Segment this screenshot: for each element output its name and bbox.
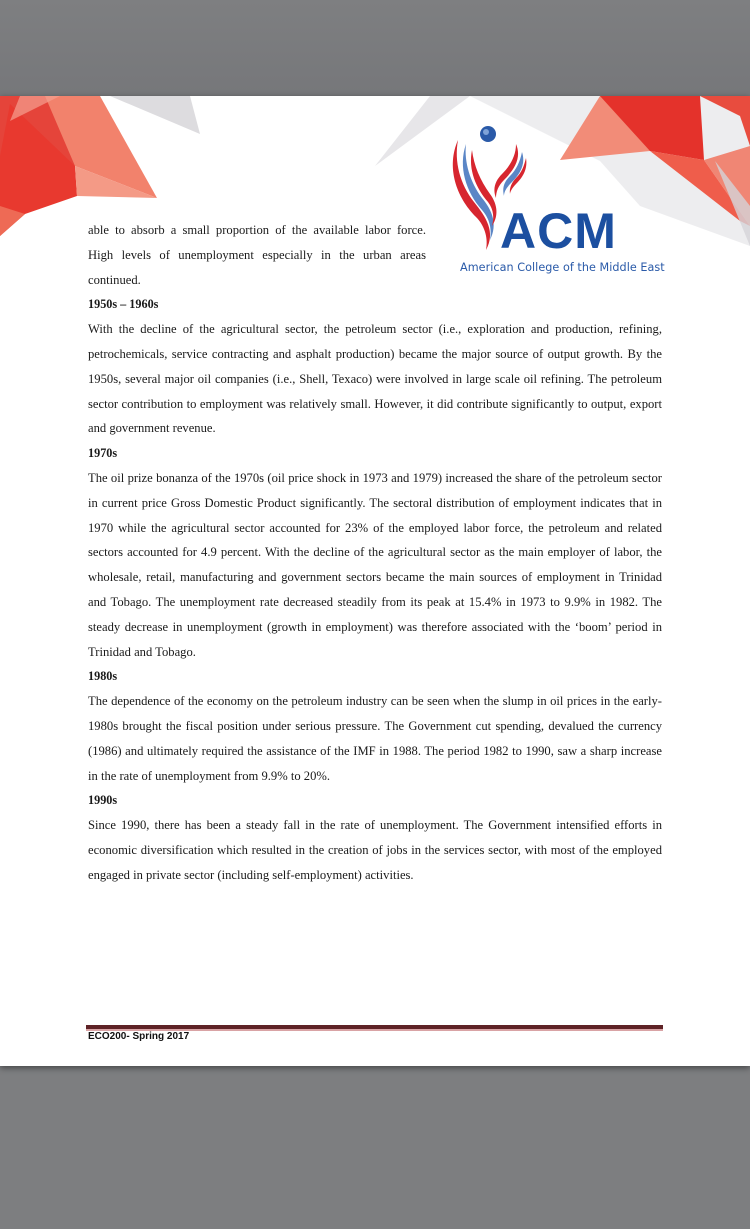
footer-course-label: ECO200- Spring 2017 <box>88 1031 190 1042</box>
logo-full-name: American College of the Middle East <box>460 261 665 274</box>
section-heading-1950s-1960s: 1950s – 1960s <box>88 297 159 312</box>
section-paragraph-1980s: The dependence of the economy on the petroleum industry can be seen when the slump in oil prices in the early- 1980s brought the fiscal position under serious pressure. The Government cut spending, devalued the currency (1986) and ultimately required the assistance of the IMF in 1988. The period 1982 to 1990, saw a sharp increase in the rate of unemployment from 9.9% to 20%. <box>88 694 662 783</box>
viewer-background-top <box>0 0 750 96</box>
section-paragraph-1990s: Since 1990, there has been a steady fall in the rate of unemployment. The Government intensified efforts in economic diversification which resulted in the creation of jobs in the services sector, with most of the employed engaged in private sector (including self-employment) activities. <box>88 818 662 882</box>
intro-line-2: High levels of unemployment especially in the urban areas continued. <box>88 247 426 287</box>
section-heading-1970s: 1970s <box>88 446 118 461</box>
section-paragraph-1950s-1960s: With the decline of the agricultural sector, the petroleum sector (i.e., exploration and production, refining, petrochemicals, service contracting and asphalt production) became the major source of output growth. By the 1950s, several major oil companies (i.e., Shell, Texaco) were involved in large scale oil refining. The petroleum sector contribution to employment was relatively small. However, it did contribute significantly to output, export and government revenue. <box>88 322 662 436</box>
section-paragraph-1970s: The oil prize bonanza of the 1970s (oil price shock in 1973 and 1979) increased the share of the petroleum sector in current price Gross Domestic Product significantly. The sectoral distribution of employment indicates that in 1970 while the agricultural sector accounted for 23% of the employed labor force, the petroleum and related sectors accounted for 4.9 percent. With the decline of the agricultural sector as the main employer of labor, the wholesale, retail, manufacturing and government sectors became the main sources of employment in Trinidad and Tobago. The unemployment rate decreased steadily from its peak at 15.4% in 1973 to 9.9% in 1982. The steady decrease in unemployment (growth in employment) was therefore associated with the ‘boom’ period in Trinidad and Tobago. <box>88 470 662 659</box>
document-page[interactable] <box>0 96 750 1066</box>
logo-acronym: ACM <box>500 203 617 259</box>
intro-line-1: able to absorb a small proportion of the available labor force. <box>88 223 426 237</box>
section-heading-1990s: 1990s <box>88 793 118 808</box>
document-body <box>88 218 662 888</box>
section-heading-1980s: 1980s <box>88 669 118 684</box>
